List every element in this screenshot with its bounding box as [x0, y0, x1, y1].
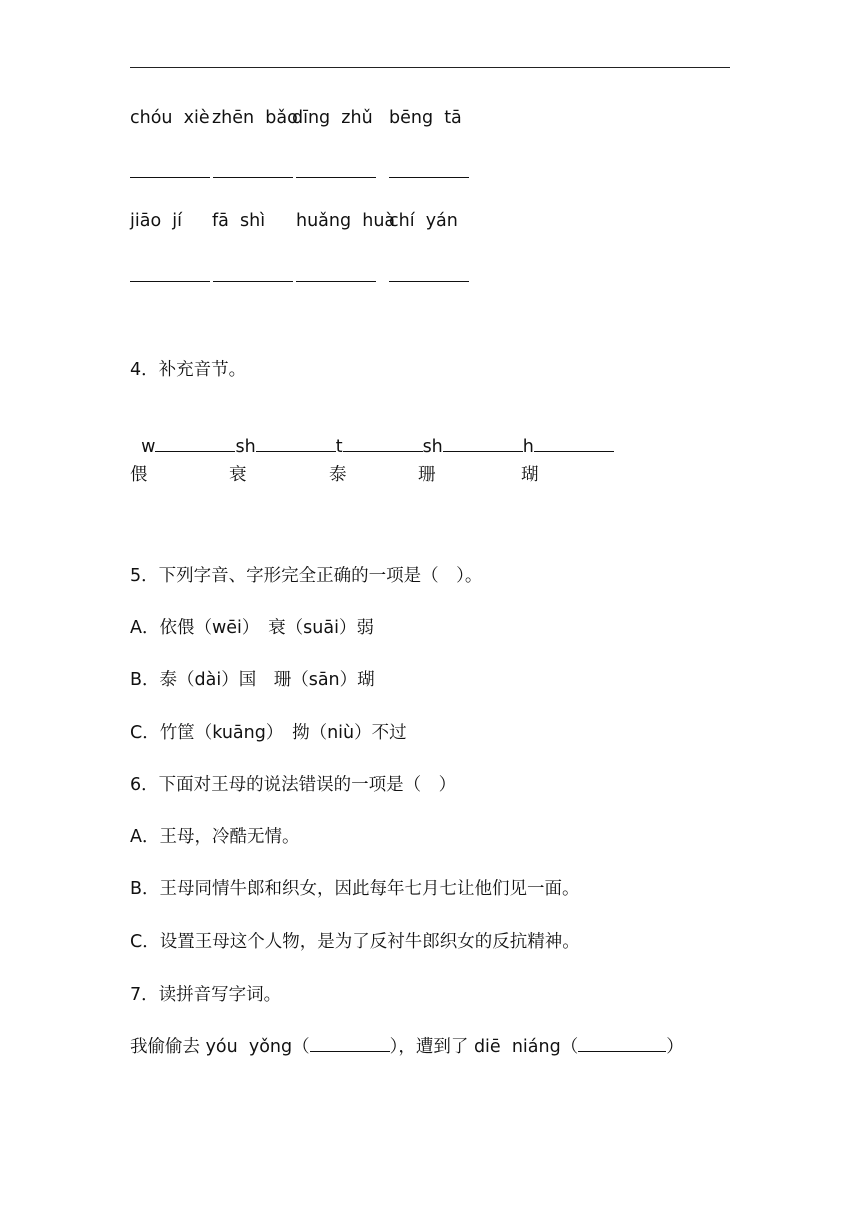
- bracket-open: （: [560, 1037, 579, 1057]
- pinyin-item: chí yán: [389, 211, 458, 231]
- syllable-blank[interactable]: [443, 451, 523, 452]
- question-6-option-a[interactable]: A．王母，冷酷无情。: [130, 827, 300, 847]
- question-4-title: 4．补充音节。: [130, 360, 247, 380]
- initial: sh: [422, 437, 443, 457]
- hanzi: 衰: [229, 465, 247, 485]
- question-7-title: 7．读拼音写字词。: [130, 985, 282, 1005]
- answer-blank[interactable]: [310, 1051, 390, 1052]
- question-5-option-c[interactable]: C．竹筐（kuāng） 拗（niù）不过: [130, 723, 407, 743]
- question-7-sentence: [130, 1035, 684, 1059]
- syllable-blank[interactable]: [155, 451, 235, 452]
- hanzi: 偎: [130, 465, 148, 485]
- sentence-text: ），遭到了: [389, 1037, 469, 1057]
- initial: h: [522, 437, 534, 457]
- pinyin-item: chóu xiè: [130, 108, 210, 128]
- pinyin-item: huǎng huà: [296, 211, 396, 231]
- hanzi: 泰: [329, 465, 347, 485]
- pinyin-item: zhēn bǎo: [212, 108, 298, 128]
- answer-blank[interactable]: [213, 177, 293, 178]
- question-6-option-b[interactable]: B．王母同情牛郎和织女，因此每年七月七让他们见一面。: [130, 879, 580, 899]
- pinyin-prompt: diē niáng: [473, 1037, 561, 1057]
- question-5-option-b[interactable]: B．泰（dài）国 珊（sān）瑚: [130, 670, 375, 690]
- answer-blank[interactable]: [389, 177, 469, 178]
- question-6-title: 6．下面对王母的说法错误的一项是（ ）: [130, 775, 457, 795]
- sentence-text: 我偷偷去: [130, 1037, 200, 1057]
- question-4-syllables: [130, 411, 614, 459]
- pinyin-item: dīng zhǔ: [292, 108, 373, 128]
- initial: t: [335, 437, 343, 457]
- answer-blank[interactable]: [296, 281, 376, 282]
- answer-blank[interactable]: [389, 281, 469, 282]
- syllable-blank[interactable]: [534, 451, 614, 452]
- pinyin-item: jiāo jí: [130, 211, 183, 231]
- hanzi: 珊: [418, 465, 436, 485]
- question-6-option-c[interactable]: C．设置王母这个人物，是为了反衬牛郎织女的反抗精神。: [130, 932, 580, 952]
- syllable-blank[interactable]: [256, 451, 336, 452]
- pinyin-item: bēng tā: [389, 108, 462, 128]
- pinyin-prompt: yóu yǒng: [205, 1037, 293, 1057]
- bracket-open: （: [292, 1037, 310, 1057]
- answer-blank[interactable]: [130, 177, 210, 178]
- syllable-blank[interactable]: [343, 451, 423, 452]
- answer-blank[interactable]: [213, 281, 293, 282]
- initial: w: [141, 437, 156, 457]
- question-5-title: 5．下列字音、字形完全正确的一项是（ ）。: [130, 566, 483, 586]
- hanzi: 瑚: [521, 465, 539, 485]
- pinyin-item: fā shì: [212, 211, 266, 231]
- answer-blank[interactable]: [296, 177, 376, 178]
- header-rule: [130, 67, 730, 68]
- initial: sh: [235, 437, 256, 457]
- question-5-option-a[interactable]: A．依偎（wēi） 衰（suāi）弱: [130, 618, 374, 638]
- sentence-text: ）: [666, 1037, 684, 1057]
- answer-blank[interactable]: [130, 281, 210, 282]
- answer-blank[interactable]: [578, 1051, 666, 1052]
